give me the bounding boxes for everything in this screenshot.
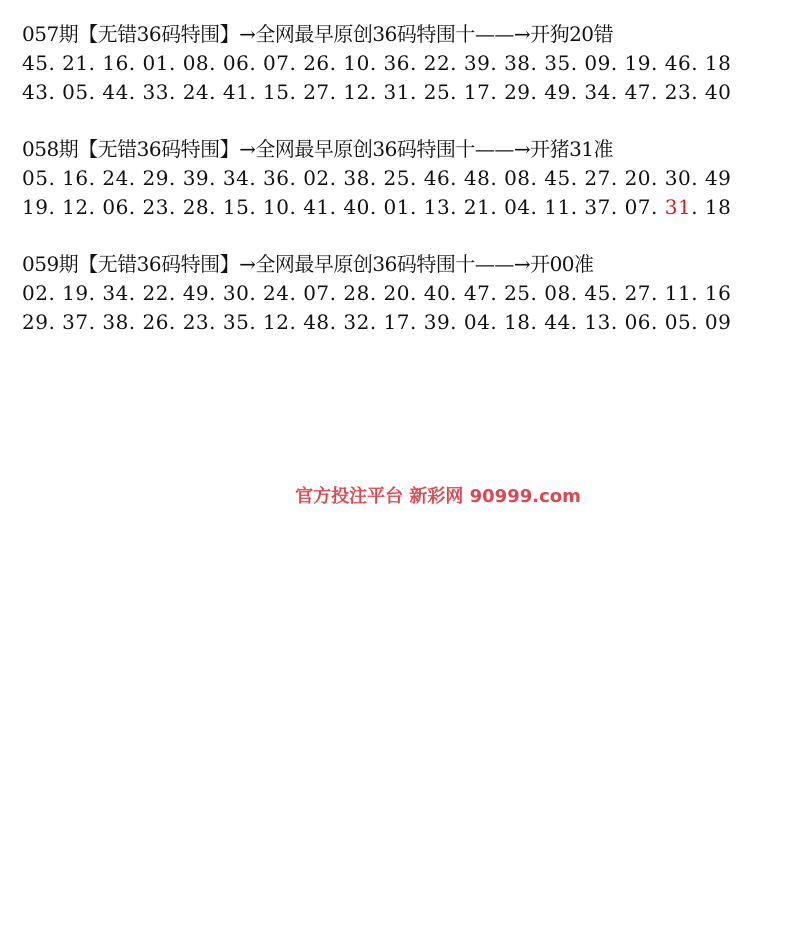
number-cell: 21 bbox=[62, 51, 89, 75]
separator: . bbox=[329, 80, 344, 104]
number-cell: 19 bbox=[62, 281, 89, 305]
number-cell: 36 bbox=[383, 51, 410, 75]
separator: . bbox=[450, 281, 464, 305]
number-cell: 49 bbox=[544, 80, 571, 104]
separator: . bbox=[490, 310, 505, 334]
number-cell: 32 bbox=[343, 310, 370, 334]
separator: . bbox=[570, 281, 585, 305]
number-cell: 25 bbox=[423, 80, 451, 104]
number-row bbox=[22, 49, 792, 78]
separator: . bbox=[570, 80, 585, 104]
number-cell: 09 bbox=[584, 51, 611, 75]
separator: . bbox=[610, 281, 625, 305]
number-cell: 16 bbox=[62, 166, 89, 190]
separator: . bbox=[651, 80, 665, 104]
number-cell: 17 bbox=[383, 310, 410, 334]
separator: . bbox=[128, 51, 143, 75]
separator: . bbox=[168, 310, 183, 334]
number-cell: 11 bbox=[544, 195, 571, 219]
separator: . bbox=[450, 51, 464, 75]
number-cell: 01 bbox=[383, 195, 410, 219]
number-cell: 46 bbox=[664, 51, 692, 75]
separator: . bbox=[450, 166, 464, 190]
separator: . bbox=[691, 281, 705, 305]
number-cell: 21 bbox=[463, 195, 491, 219]
separator: . bbox=[490, 51, 505, 75]
separator: . bbox=[369, 51, 384, 75]
number-cell: 30 bbox=[664, 166, 692, 190]
number-cell: 18 bbox=[704, 195, 732, 219]
number-cell: 31 bbox=[383, 80, 410, 104]
number-cell: 23 bbox=[142, 195, 169, 219]
number-cell: 12 bbox=[343, 80, 370, 104]
number-cell: 24 bbox=[263, 281, 290, 305]
number-cell: 05 bbox=[62, 80, 89, 104]
number-cell: 37 bbox=[62, 310, 89, 334]
separator: . bbox=[691, 310, 705, 334]
number-cell: 07 bbox=[303, 281, 330, 305]
number-cell: 15 bbox=[263, 80, 290, 104]
number-cell: 18 bbox=[504, 310, 531, 334]
separator: . bbox=[128, 195, 143, 219]
separator: . bbox=[610, 166, 625, 190]
separator: . bbox=[691, 80, 705, 104]
separator: . bbox=[168, 166, 183, 190]
number-cell: 20 bbox=[624, 166, 652, 190]
separator: . bbox=[570, 195, 585, 219]
separator: . bbox=[168, 195, 183, 219]
separator: . bbox=[651, 51, 665, 75]
separator: . bbox=[570, 51, 585, 75]
number-cell: 16 bbox=[704, 281, 732, 305]
separator: . bbox=[369, 281, 384, 305]
number-cell: 48 bbox=[303, 310, 330, 334]
separator: . bbox=[289, 310, 304, 334]
separator: . bbox=[530, 281, 545, 305]
separator: . bbox=[249, 80, 264, 104]
number-cell: 23 bbox=[664, 80, 692, 104]
separator: . bbox=[88, 195, 103, 219]
watermark-text: 官方投注平台 新彩网 90999.com bbox=[295, 486, 581, 507]
separator: . bbox=[651, 166, 665, 190]
separator: . bbox=[490, 195, 505, 219]
separator: . bbox=[88, 281, 103, 305]
number-cell: 46 bbox=[423, 166, 451, 190]
separator: . bbox=[209, 310, 223, 334]
number-cell: 04 bbox=[504, 195, 531, 219]
number-cell: 39 bbox=[463, 51, 491, 75]
number-cell: 34 bbox=[222, 166, 250, 190]
number-cell: 15 bbox=[222, 195, 250, 219]
separator: . bbox=[691, 166, 705, 190]
separator: . bbox=[490, 80, 505, 104]
number-cell: 40 bbox=[423, 281, 451, 305]
separator: . bbox=[209, 281, 223, 305]
separator: . bbox=[48, 281, 63, 305]
number-cell: 44 bbox=[102, 80, 129, 104]
separator: . bbox=[410, 281, 424, 305]
separator: . bbox=[168, 80, 183, 104]
issue-block-059 bbox=[22, 250, 792, 337]
number-cell: 40 bbox=[704, 80, 732, 104]
number-row bbox=[22, 308, 792, 337]
issue-block-058 bbox=[22, 135, 792, 222]
number-cell: 29 bbox=[504, 80, 531, 104]
document-body bbox=[22, 20, 792, 365]
number-cell: 35 bbox=[222, 310, 250, 334]
separator: . bbox=[329, 281, 344, 305]
separator: . bbox=[289, 195, 304, 219]
separator: . bbox=[48, 166, 63, 190]
separator: . bbox=[450, 310, 464, 334]
number-cell: 02 bbox=[22, 281, 49, 305]
number-cell: 26 bbox=[303, 51, 330, 75]
number-row bbox=[22, 78, 792, 107]
number-row bbox=[22, 164, 792, 193]
number-cell: 22 bbox=[142, 281, 169, 305]
number-cell: 18 bbox=[704, 51, 732, 75]
number-cell: 43 bbox=[22, 80, 49, 104]
number-cell: 27 bbox=[584, 166, 611, 190]
separator: . bbox=[570, 310, 585, 334]
separator: . bbox=[128, 80, 143, 104]
number-cell: 48 bbox=[463, 166, 491, 190]
separator: . bbox=[88, 51, 103, 75]
separator: . bbox=[249, 51, 264, 75]
number-cell: 29 bbox=[22, 310, 49, 334]
number-cell: 34 bbox=[102, 281, 129, 305]
separator: . bbox=[289, 80, 304, 104]
number-cell: 27 bbox=[624, 281, 652, 305]
number-cell: 06 bbox=[624, 310, 652, 334]
separator: . bbox=[88, 310, 103, 334]
separator: . bbox=[450, 80, 464, 104]
number-cell: 39 bbox=[423, 310, 451, 334]
number-cell: 10 bbox=[343, 51, 370, 75]
separator: . bbox=[410, 310, 424, 334]
separator: . bbox=[369, 195, 384, 219]
number-cell: 01 bbox=[142, 51, 169, 75]
separator: . bbox=[530, 51, 545, 75]
separator: . bbox=[691, 51, 705, 75]
separator: . bbox=[128, 281, 143, 305]
number-cell: 22 bbox=[423, 51, 451, 75]
number-cell: 24 bbox=[182, 80, 210, 104]
number-cell: 44 bbox=[544, 310, 571, 334]
separator: . bbox=[530, 166, 545, 190]
separator: . bbox=[450, 195, 464, 219]
number-cell: 40 bbox=[343, 195, 370, 219]
separator: . bbox=[329, 166, 344, 190]
separator: . bbox=[88, 166, 103, 190]
number-cell: 41 bbox=[222, 80, 250, 104]
number-cell: 24 bbox=[102, 166, 129, 190]
number-cell: 47 bbox=[463, 281, 491, 305]
separator: . bbox=[610, 51, 625, 75]
separator: . bbox=[651, 281, 665, 305]
number-cell: 02 bbox=[303, 166, 330, 190]
separator: . bbox=[410, 51, 424, 75]
separator: . bbox=[48, 51, 63, 75]
number-row bbox=[22, 193, 792, 222]
separator: . bbox=[691, 195, 705, 219]
number-cell: 30 bbox=[222, 281, 250, 305]
number-cell: 49 bbox=[704, 166, 732, 190]
number-cell: 38 bbox=[504, 51, 531, 75]
separator: . bbox=[369, 166, 384, 190]
separator: . bbox=[651, 310, 665, 334]
number-cell: 25 bbox=[383, 166, 410, 190]
number-cell: 20 bbox=[383, 281, 410, 305]
number-cell: 31 bbox=[664, 195, 692, 219]
number-cell: 16 bbox=[102, 51, 129, 75]
number-cell: 45 bbox=[544, 166, 571, 190]
number-cell: 23 bbox=[182, 310, 210, 334]
number-cell: 29 bbox=[142, 166, 169, 190]
separator: . bbox=[48, 80, 63, 104]
number-cell: 45 bbox=[584, 281, 611, 305]
separator: . bbox=[209, 51, 223, 75]
issue-block-057 bbox=[22, 20, 792, 107]
separator: . bbox=[128, 166, 143, 190]
number-cell: 26 bbox=[142, 310, 169, 334]
separator: . bbox=[410, 80, 424, 104]
issue-header: 059期【无错36码特围】→全网最早原创36码特围十——→开00准 bbox=[22, 252, 594, 276]
separator: . bbox=[329, 195, 344, 219]
separator: . bbox=[249, 310, 264, 334]
number-cell: 27 bbox=[303, 80, 330, 104]
separator: . bbox=[530, 80, 545, 104]
separator: . bbox=[48, 310, 63, 334]
separator: . bbox=[490, 166, 505, 190]
separator: . bbox=[128, 310, 143, 334]
number-cell: 13 bbox=[584, 310, 611, 334]
number-cell: 28 bbox=[343, 281, 370, 305]
number-cell: 06 bbox=[102, 195, 129, 219]
number-row bbox=[22, 279, 792, 308]
number-cell: 35 bbox=[544, 51, 571, 75]
number-cell: 09 bbox=[704, 310, 732, 334]
number-cell: 34 bbox=[584, 80, 611, 104]
number-cell: 11 bbox=[664, 281, 692, 305]
separator: . bbox=[490, 281, 505, 305]
separator: . bbox=[249, 166, 264, 190]
number-cell: 07 bbox=[263, 51, 290, 75]
number-cell: 25 bbox=[504, 281, 531, 305]
number-cell: 04 bbox=[463, 310, 491, 334]
number-cell: 19 bbox=[22, 195, 49, 219]
issue-header: 058期【无错36码特围】→全网最早原创36码特围十——→开猪31准 bbox=[22, 137, 614, 161]
separator: . bbox=[289, 166, 304, 190]
number-cell: 07 bbox=[624, 195, 652, 219]
number-cell: 06 bbox=[222, 51, 250, 75]
separator: . bbox=[369, 310, 384, 334]
number-cell: 38 bbox=[343, 166, 370, 190]
separator: . bbox=[249, 195, 264, 219]
number-cell: 47 bbox=[624, 80, 652, 104]
number-cell: 39 bbox=[182, 166, 210, 190]
number-cell: 36 bbox=[263, 166, 290, 190]
separator: . bbox=[530, 310, 545, 334]
number-cell: 17 bbox=[463, 80, 491, 104]
issue-header: 057期【无错36码特围】→全网最早原创36码特围十——→开狗20错 bbox=[22, 22, 614, 46]
number-cell: 08 bbox=[544, 281, 571, 305]
number-cell: 13 bbox=[423, 195, 451, 219]
number-cell: 08 bbox=[182, 51, 210, 75]
separator: . bbox=[249, 281, 264, 305]
number-cell: 08 bbox=[504, 166, 531, 190]
number-cell: 10 bbox=[263, 195, 290, 219]
separator: . bbox=[209, 195, 223, 219]
separator: . bbox=[209, 166, 223, 190]
separator: . bbox=[410, 166, 424, 190]
number-cell: 45 bbox=[22, 51, 49, 75]
separator: . bbox=[48, 195, 63, 219]
separator: . bbox=[610, 310, 625, 334]
separator: . bbox=[88, 80, 103, 104]
number-cell: 05 bbox=[664, 310, 692, 334]
separator: . bbox=[209, 80, 223, 104]
separator: . bbox=[570, 166, 585, 190]
separator: . bbox=[530, 195, 545, 219]
separator: . bbox=[289, 281, 304, 305]
separator: . bbox=[369, 80, 384, 104]
number-cell: 12 bbox=[62, 195, 89, 219]
separator: . bbox=[410, 195, 424, 219]
separator: . bbox=[329, 51, 344, 75]
separator: . bbox=[289, 51, 304, 75]
number-cell: 38 bbox=[102, 310, 129, 334]
number-cell: 28 bbox=[182, 195, 210, 219]
number-cell: 12 bbox=[263, 310, 290, 334]
number-cell: 49 bbox=[182, 281, 210, 305]
separator: . bbox=[610, 80, 625, 104]
separator: . bbox=[610, 195, 625, 219]
number-cell: 37 bbox=[584, 195, 611, 219]
separator: . bbox=[168, 281, 183, 305]
separator: . bbox=[168, 51, 183, 75]
separator: . bbox=[651, 195, 665, 219]
separator: . bbox=[329, 310, 344, 334]
number-cell: 05 bbox=[22, 166, 49, 190]
number-cell: 19 bbox=[624, 51, 652, 75]
number-cell: 41 bbox=[303, 195, 330, 219]
number-cell: 33 bbox=[142, 80, 169, 104]
